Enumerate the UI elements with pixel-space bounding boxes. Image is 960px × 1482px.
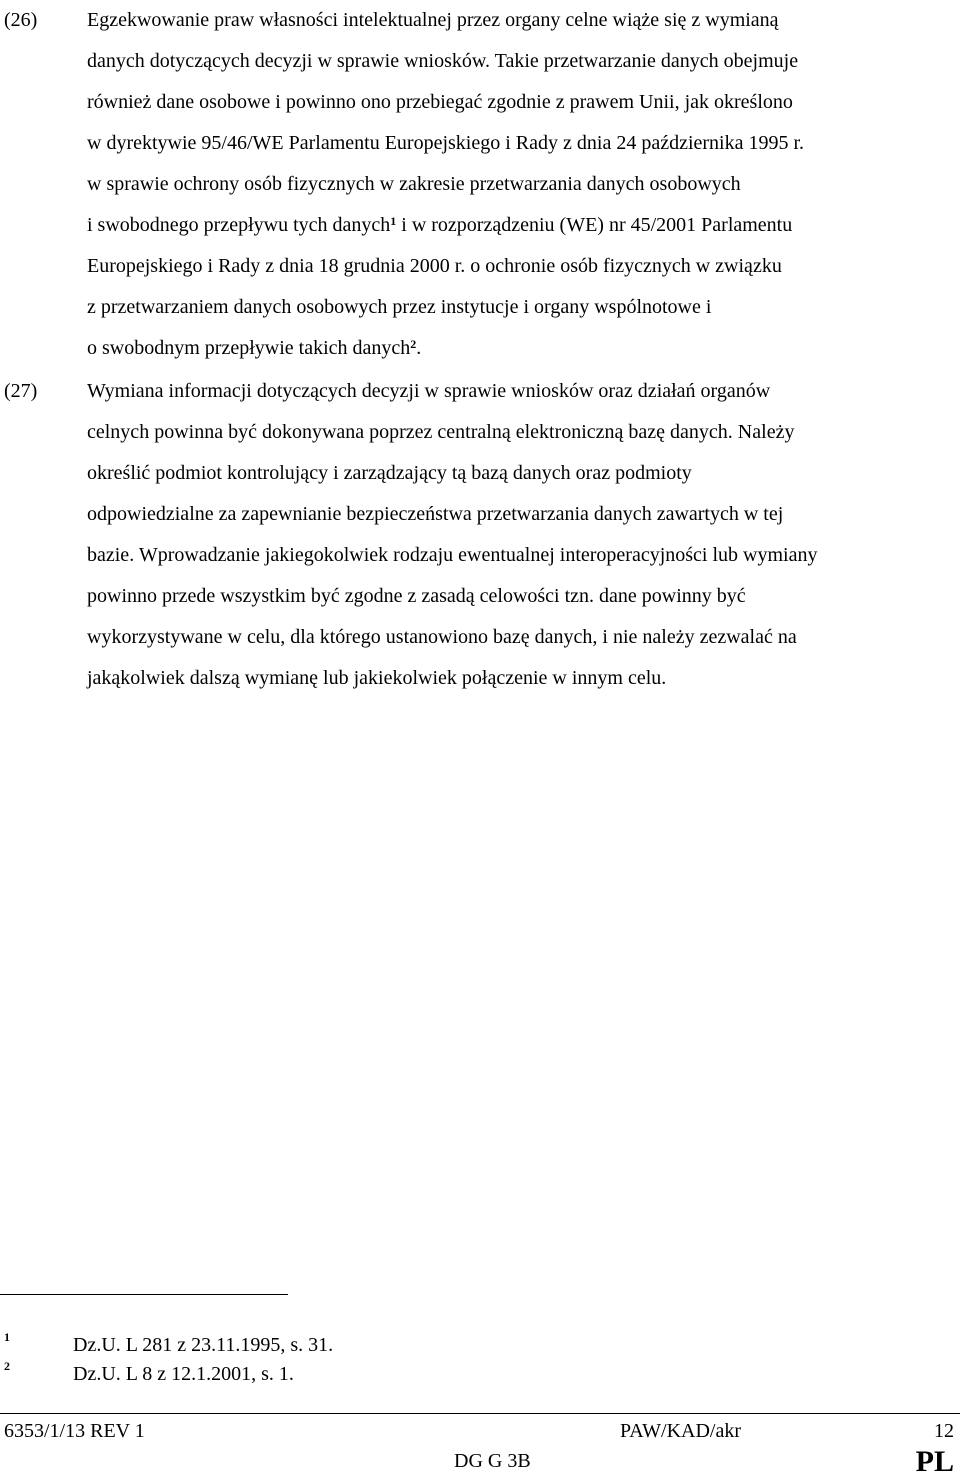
text-line-with-footnote [87,328,957,369]
footnote-reference[interactable]: 2 [410,337,417,351]
footnote-text: Dz.U. L 281 z 23.11.1995, s. 31. [73,1334,334,1356]
author-initials: PAW/KAD/akr [620,1420,741,1442]
text-line: danych dotyczących decyzji w sprawie wniosków. Takie przetwarzanie danych obejmuje [87,50,799,72]
text-line: również dane osobowe i powinno ono przebiegać zgodnie z prawem Unii, jak określono [87,91,793,113]
text-line: jakąkolwiek dalszą wymianę lub jakiekolwiek połączenie w innym celu. [87,667,667,689]
text-line: celnych powinna być dokonywana poprzez centralną elektroniczną bazę danych. Należy [87,421,795,443]
footnote-text: Dz.U. L 8 z 12.1.2001, s. 1. [73,1363,294,1385]
recital-text [87,0,957,369]
footnote-mark: 2 [4,1359,10,1373]
page-number: 12 [934,1420,954,1442]
language-code: PL [915,1445,954,1478]
footer-separator [0,1413,960,1414]
text-line: Europejskiego i Rady z dnia 18 grudnia 2000 r. o ochronie osób fizycznych w związku [87,255,782,277]
text-segment: i w rozporządzeniu (WE) nr 45/2001 Parlamentu [396,214,793,236]
footnote-1 [0,1330,500,1360]
footnote-2 [0,1359,500,1389]
text-line: Egzekwowanie praw własności intelektualnej przez organy celne wiąże się z wymianą [87,9,779,31]
text-line: z przetwarzaniem danych osobowych przez instytucje i organy wspólnotowe i [87,296,712,318]
text-line-with-footnote [87,205,957,246]
text-segment: i swobodnego przepływu tych danych [87,214,391,236]
text-line: wykorzystywane w celu, dla którego ustanowiono bazę danych, i nie należy zezwalać na [87,626,797,648]
text-line: odpowiedzialne za zapewnianie bezpieczeństwa przetwarzania danych zawartych w tej [87,503,784,525]
footnote-reference[interactable]: 1 [390,214,397,228]
recital-text [87,371,957,699]
text-line: powinno przede wszystkim być zgodne z zasadą celowości tzn. dane powinny być [87,585,746,607]
text-line: w dyrektywie 95/46/WE Parlamentu Europejskiego i Rady z dnia 24 października 1995 r. [87,132,805,154]
footnote-mark: 1 [4,1330,10,1344]
recital-number: (26) [4,9,38,31]
text-line: Wymiana informacji dotyczących decyzji w sprawie wniosków oraz działań organów [87,380,771,402]
text-segment: o swobodnym przepływie takich danych [87,337,411,359]
text-segment: . [416,337,422,359]
text-line: określić podmiot kontrolujący i zarządzający tą bazą danych oraz podmioty [87,462,692,484]
footnote-separator [0,1294,288,1295]
recital-number: (27) [4,380,38,402]
text-line: w sprawie ochrony osób fizycznych w zakresie przetwarzania danych osobowych [87,173,741,195]
document-reference: 6353/1/13 REV 1 [4,1420,145,1442]
text-line: bazie. Wprowadzanie jakiegokolwiek rodzaju ewentualnej interoperacyjności lub wymiany [87,544,818,566]
directorate-code: DG G 3B [454,1450,531,1472]
